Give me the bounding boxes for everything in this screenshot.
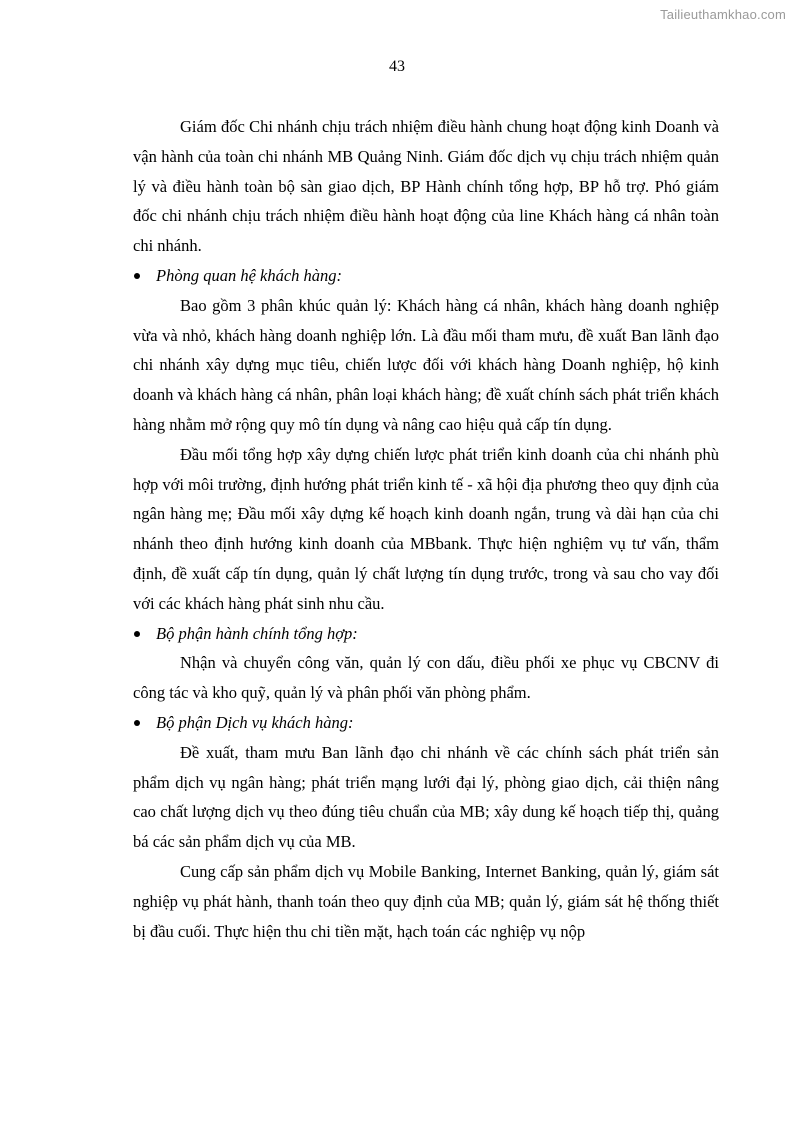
paragraph: Bao gồm 3 phân khúc quản lý: Khách hàng cá nhân, khách hàng doanh nghiệp vừa và nhỏ, khách hàng doanh nghiệp lớn. Là đầu mối tham mưu, đề xuất Ban lãnh đạo chi nhánh xây dựng mục tiêu, chiến lược đối với khách hàng Doanh nghiệp, hộ kinh doanh và khách hàng cá nhân, phân loại khách hàng; đề xuất chính sách phát triển khách hàng nhằm mở rộng quy mô tín dụng và nâng cao hiệu quả cấp tín dụng. <box>133 295 719 434</box>
bullet-icon <box>134 631 140 637</box>
heading-text: Bộ phận Dịch vụ khách hàng: <box>156 712 354 732</box>
section-heading-admin <box>133 619 719 649</box>
document-body <box>133 112 719 946</box>
bullet-icon <box>134 273 140 279</box>
paragraph: Giám đốc Chi nhánh chịu trách nhiệm điều hành chung hoạt động kinh Doanh và vận hành của toàn chi nhánh MB Quảng Ninh. Giám đốc dịch vụ chịu trách nhiệm quản lý và điều hành toàn bộ sàn giao dịch, BP Hành chính tổng hợp, BP hỗ trợ. Phó giám đốc chi nhánh chịu trách nhiệm điều hành hoạt động của line Khách hàng cá nhân toàn chi nhánh. <box>133 117 719 256</box>
watermark: Tailieuthamkhao.com <box>660 7 786 22</box>
heading-text: Phòng quan hệ khách hàng: <box>156 265 343 285</box>
paragraph: Đầu mối tổng hợp xây dựng chiến lược phát triển kinh doanh của chi nhánh phù hợp với môi trường, định hướng phát triển kinh tế - xã hội địa phương theo quy định của ngân hàng mẹ; Đầu mối xây dựng kế hoạch kinh doanh ngắn, trung và dài hạn của chi nhánh theo định hướng kinh doanh của MBbank. Thực hiện nghiệm vụ tư vấn, thẩm định, đề xuất cấp tín dụng, quản lý chất lượng tín dụng trước, trong và sau cho vay đối với các khách hàng phát sinh nhu cầu. <box>133 444 719 613</box>
paragraph: Đề xuất, tham mưu Ban lãnh đạo chi nhánh về các chính sách phát triển sản phẩm dịch vụ ngân hàng; phát triển mạng lưới đại lý, phòng giao dịch, cải thiện nâng cao chất lượng dịch vụ theo đúng tiêu chuẩn của MB; xây dung kế hoạch tiếp thị, quảng bá các sản phẩm dịch vụ của MB. <box>133 742 719 852</box>
paragraph: Cung cấp sản phẩm dịch vụ Mobile Banking, Internet Banking, quản lý, giám sát nghiệp vụ phát hành, thanh toán theo quy định của MB; quản lý, giám sát hệ thống thiết bị đầu cuối. Thực hiện thu chi tiền mặt, hạch toán các nghiệp vụ nộp <box>133 861 719 941</box>
heading-text: Bộ phận hành chính tổng hợp: <box>156 623 358 643</box>
section-heading-customer-relations <box>133 261 719 291</box>
section-heading-customer-service <box>133 708 719 738</box>
page-number: 43 <box>389 58 405 75</box>
paragraph: Nhận và chuyển công văn, quản lý con dấu, điều phối xe phục vụ CBCNV đi công tác và kho quỹ, quản lý và phân phối văn phòng phẩm. <box>133 653 719 703</box>
bullet-icon <box>134 720 140 726</box>
